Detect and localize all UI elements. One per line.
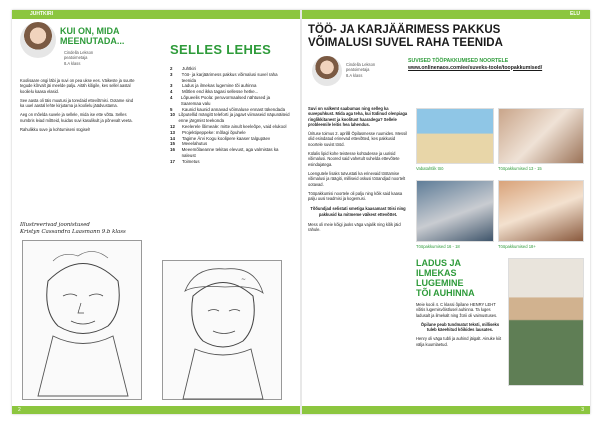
photo-caption: Tööpakkumised 13 - 15 — [498, 166, 542, 171]
editorial-body — [20, 78, 136, 132]
article-pullquote: Tõõundjad selistati smetiga kaasamast töisi ning pakkusid ka mitmeme väikest ettevõttet. — [310, 206, 406, 217]
byline-name: Cindella Lekson — [64, 50, 94, 55]
toc-title: SELLES LEHES — [170, 42, 272, 57]
toc-item-text: Töö- ja karjäärimess pakkus võimalusi suvel raha teenida — [181, 71, 278, 83]
sidebar-pullquote: Õpilane peab tundmatut teksti, milliseks tuleb käeehitud kõikides lausates. — [420, 321, 500, 333]
toc-item-page: 16 — [170, 147, 175, 153]
toc-item-page: 12 — [170, 123, 175, 129]
article-closing: Mess oli meie kõigi jaoks väga vajalik ning kõik jäid rahule. — [308, 222, 401, 233]
sketch-illustration-right — [162, 260, 282, 400]
toc-item-text: Juhtkiri — [182, 66, 196, 71]
editorial-title-line1: KUI ON, MIDA — [60, 26, 120, 36]
toc-item-page: 4 — [170, 94, 173, 100]
photo-workers — [416, 180, 494, 242]
article-paragraph: Tööpakkumisi noortele oli palju ning kõik said kaasa palju uusi teadmisi ja kogemusi. — [308, 190, 403, 202]
toc-item-text: Kaunid kaunid annavad võimaluse ennast tükendada — [182, 106, 286, 112]
sidebar-title-line1: LADUS JA — [416, 258, 462, 268]
photo-caption: Tööpakkumised 18+ — [498, 244, 536, 249]
toc-item-text: Keelerele lõimeale: mitte ainult keeleõpe, vaid elukool — [182, 123, 287, 129]
toc-item-page: 17 — [170, 158, 175, 164]
illustration-caption-line1: Illustreerivad joonistused — [20, 222, 90, 228]
toc-item-text: Tagime Ärvi Kogu koolipere kaaser talgupäev — [182, 135, 271, 141]
toc-item[interactable] — [170, 72, 290, 84]
toc-item[interactable] — [170, 147, 290, 159]
sidebar-title-line4: TÕI AUHINNA — [416, 288, 475, 298]
sketch-illustration-left — [22, 240, 142, 400]
toc-item-text: Meeemõlaeanne tekitas elevust, aga valmistas ka naleust — [181, 147, 279, 158]
toc-item-text: Lõpueelis Poola: peruvormaalsed nähtused ja Saaremaa valu — [180, 94, 271, 106]
table-of-contents — [170, 66, 290, 165]
jobs-header — [408, 58, 588, 71]
page-number-left: 2 — [12, 406, 300, 414]
byline-name: Cindella Lekson — [346, 62, 376, 67]
page-gutter — [300, 10, 302, 414]
magazine-spread — [12, 10, 590, 414]
article-body — [308, 106, 408, 233]
illustration-caption-line2: Kristyn Cassandra Laasmann 9.b klass — [20, 228, 126, 235]
toc-item-text: Lõputellid mängitt teleforti ja jagavt viimaseid näpunäiteid enne järgmist teekonda — [178, 112, 290, 124]
editorial-paragraph: Rahulikku suve ja kohtumiseni sügisel! — [20, 127, 91, 133]
toc-item-text: Ladus ja ilmekas lugemine tõi auhinna — [182, 83, 257, 89]
sidebar-paragraph: Meie kooli 4. C klassi õpilane HENRY LEHT võitis lugemisvõistlusel auhinna. Ta luges ladusalt ja ilmekalt ning žürii oli vaimustuses. — [416, 302, 498, 318]
article-author-avatar — [312, 56, 342, 86]
toc-item-page: 14 — [170, 135, 175, 141]
article-paragraph: Ürituse toimus 2. aprillil Õpilasmesse ruumides. Messil olid esindatud erinevad ettevõtted, kes pakkusid noortele suvist tööd. — [308, 131, 407, 147]
photo-caption: Tööpakkumised 16 - 18 — [416, 244, 460, 249]
article-paragraph: Külalis lipid kohe teistesse kohtadesse ja uurisid võimalusi. Noored said vahetult suhelda ettevõtete esindajatega. — [308, 151, 400, 167]
toc-item-page: 2 — [170, 66, 173, 71]
article-lead: Suvi on valkemt saabumas ning selleg ka suvepuhkust. Mida aga teha, kui tüdinud olenpiaga ringlikkitanest ja koolitust haaradega? Sellele probleemile leitis hea lahendus. — [308, 106, 408, 127]
headline-line1: TÖÖ- JA KARJÄÄRIMESS PAKKUS — [308, 24, 501, 36]
jobs-link[interactable]: www.onlinenaos.com/ee/suveks-toole/toopakkumised/ — [408, 64, 543, 71]
byline-class: 8.A klass — [346, 72, 363, 78]
section-header-right: ELU — [302, 10, 590, 19]
illustration-credit — [20, 222, 170, 235]
editor-avatar — [20, 22, 56, 58]
editorial-title — [60, 26, 130, 46]
toc-item-text: Mõtlen end ikka tagasi sellesse hetke... — [182, 89, 259, 95]
svg-text:~: ~ — [241, 276, 247, 283]
jobs-title: SUVISED TÖÖPAKKUMISED NOORTELE — [408, 58, 509, 64]
toc-item[interactable] — [170, 95, 290, 107]
sidebar-headline — [416, 258, 506, 298]
article-byline — [346, 62, 406, 78]
photo-caption: Vabatahtlik töö — [416, 166, 444, 171]
byline-role: peatoimetaja — [64, 55, 88, 61]
photo-beach — [416, 108, 494, 164]
toc-item-text: Toimetus — [182, 158, 200, 164]
toc-item-page: 3 — [170, 71, 173, 77]
photo-friends — [498, 180, 584, 242]
toc-item-page: 3 — [170, 83, 173, 89]
photo-winner-boy — [508, 258, 584, 386]
page-number-right: 3 — [302, 406, 590, 414]
photo-group-teens — [498, 108, 584, 164]
sidebar-title-line3: LUGEMINE — [416, 278, 464, 288]
headline-line2: VÕIMALUSI SUVEL RAHA TEENIDA — [308, 37, 503, 49]
editorial-byline — [64, 50, 124, 66]
toc-item-text: Projektipeppeke: mõlagi õpuhele — [182, 129, 246, 135]
byline-role: peatoimetaja — [346, 67, 370, 73]
toc-item-page: 10 — [170, 112, 175, 118]
toc-item-page: 5 — [170, 106, 173, 112]
editorial-paragraph: Aeg on mõelda suvele ja sellele, mida ise ette võtta. Selles numbris leiad mõtteid, kuidas suvi kasulikult ja põnevalt veeta. — [20, 112, 133, 123]
editorial-paragraph: Koolisaare ongi läbi ja suvi on pea ukse ees. Väikeste ja suurte tegude kõrvalt jäi meelde palju. Aitäh kõigile, kes sellel aastal koolielu kaasa elasid. — [20, 78, 135, 94]
editorial-title-line2: MEENUTADA... — [60, 36, 125, 46]
article-paragraph: Loengutele lisaks tutvustati ka erinevaid töötamise võimalusi ja räägiti, milliseid oskusi tööandjad noortelt ootavad. — [308, 170, 406, 187]
sidebar-title-line2: ILMEKAS — [416, 268, 457, 278]
sidebar-closing: Henry oli väga tubli ja auhind jäigalt. Ainuke kiit välja kuumlaetud. — [416, 336, 502, 347]
toc-item[interactable] — [170, 112, 290, 124]
section-header-left: JUHTKIRI — [12, 10, 300, 19]
toc-item[interactable] — [170, 159, 290, 165]
editorial-paragraph: See aasta oli täis muutusi ja toredaid ettevõtmisi. Ootame sind ka uuel aastal lehte kirjutama ja koolielu jäädvustama. — [20, 97, 134, 109]
toc-item-text: Meeelahutus — [182, 141, 208, 147]
toc-item-page: 4 — [170, 89, 173, 95]
article-headline — [308, 24, 586, 50]
toc-item-page: 15 — [170, 141, 175, 147]
sidebar-body — [416, 302, 504, 347]
toc-item-page: 13 — [170, 129, 175, 135]
byline-class: 8.A klass — [64, 60, 81, 66]
